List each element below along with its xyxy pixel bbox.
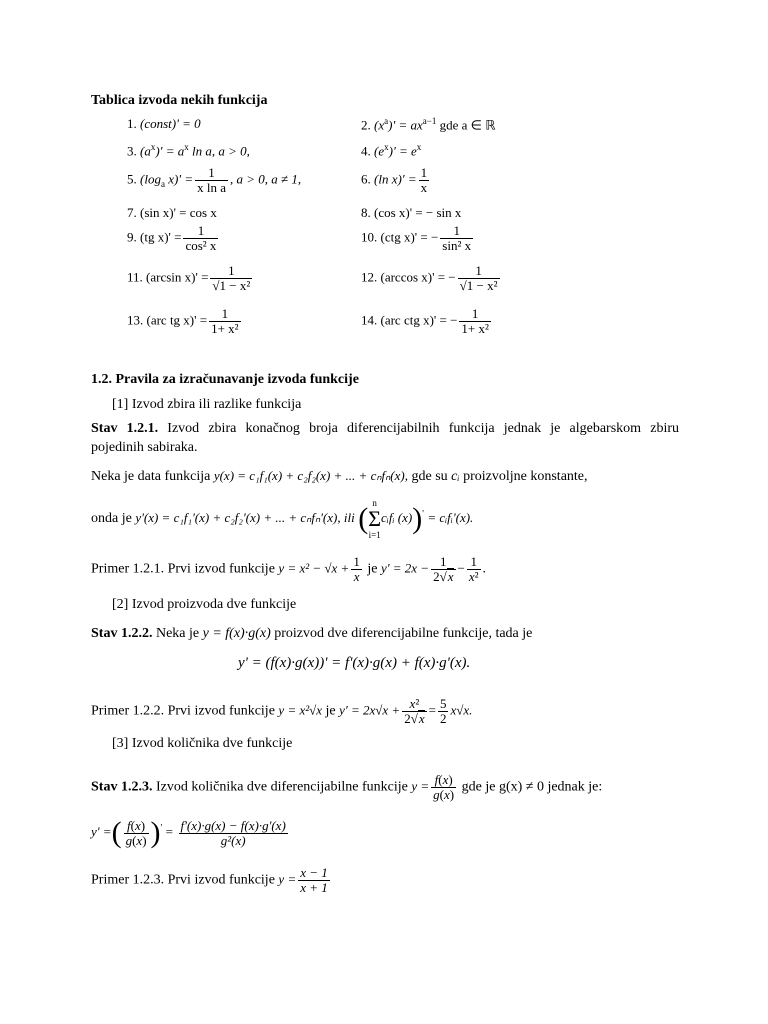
formula-1: 1. (const)' = 0 — [127, 116, 201, 131]
formula-2: 2. $(x^a)' = ax^{a-1}$ gde a ∈ ℝ — [361, 116, 496, 133]
formula-14: 14. (arc ctg x)' = − $\frac{1}{\text{1+ x²}}$ — [361, 306, 489, 336]
stav-1: Stav 1.2.1. Izvod zbira konačnog broja diferencijabilnih funkcija jednak je algebarskom zbiru — [91, 421, 679, 436]
primer-2: Primer 1.2.2. Prvi izvod funkcije y = x²√x je y' = 2x√x + $\frac{\text{x²}}{2√x}$ = $\frac{5}{2}$ x√x. — [91, 696, 473, 726]
formula-5: 5. ($\log_a$ x)' = $\frac{1}{\text{x ln a}}$ , a > 0, a ≠ 1, — [127, 165, 302, 195]
formula-7: 7. (sin x)' = cos x — [127, 205, 217, 220]
rule-2: [2] Izvod proizvoda dve funkcije — [112, 597, 297, 612]
primer-3: Primer 1.2.3. Prvi izvod funkcije y = $\frac{x - 1}{x + 1}$ — [91, 865, 328, 895]
product-rule: y' = (f(x)·g(x))' = f'(x)·g(x) + f(x)·g'(x). — [238, 655, 471, 671]
stav-3: Stav 1.2.3. Izvod količnika dve diferencijabilne funkcije y = $\frac{f(x)}{g(x)}$ gde je g(x) ≠ 0 jednak je: — [91, 772, 603, 802]
stav-1-cont: pojedinih sabiraka. — [91, 440, 198, 455]
formula-4: 4. $(e^x)' = e^x$ — [361, 142, 422, 159]
primer-1: Primer 1.2.1. Prvi izvod funkcije y = x² − √x + $\frac{1}{x}$ je y' = 2x − $\frac{1}{2√x}$ − $\frac{1}{\text{x²}}$ . — [91, 554, 487, 584]
stav-2: Stav 1.2.2. Neka je y = f(x)·g(x) proizvod dve diferencijabilne funkcije, tada je — [91, 626, 533, 641]
onda-line: onda je y'(x) = c₁f₁'(x) + c₂f₂'(x) + ... + cₙfₙ'(x), ili ( n Σ i=1cᵢfᵢ (x))' = cᵢfᵢ'(x). — [91, 498, 474, 540]
formula-11: 11. (arcsin x)' = $\frac{1}{\text{√1 − x²}}$ — [127, 263, 251, 293]
formula-9: 9. (tg x)' = $\frac{1}{\text{cos² x}}$ — [127, 223, 217, 253]
neka-line: Neka je data funkcija y(x) = c₁f₁(x) + c₂f₂(x) + ... + cₙfₙ(x), gde su cᵢ proizvoljne konstante, — [91, 468, 588, 484]
rule-1: [1] Izvod zbira ili razlike funkcija — [112, 397, 302, 412]
rule-3: [3] Izvod količnika dve funkcije — [112, 736, 293, 751]
formula-12: 12. (arccos x)' = − $\frac{1}{\text{√1 − x²}}$ — [361, 263, 498, 293]
formula-13: 13. (arc tg x)' = $\frac{1}{\text{1+ x²}}$ — [127, 306, 239, 336]
formula-8: 8. (cos x)' = − sin x — [361, 205, 462, 220]
formula-3: 3. $(a^x)' = a^x$ ln a, a > 0, — [127, 142, 250, 159]
table-title: Tablica izvoda nekih funkcija — [91, 93, 268, 108]
section-heading: 1.2. Pravila za izračunavanje izvoda funkcije — [91, 372, 359, 387]
quotient-rule: y' =( $\frac{f(x)}{g(x)}$ )' = $\frac{f'(x)\cdot g(x) - f(x)\cdot g'(x)}{\text{g²(x)}}$ — [91, 816, 286, 849]
formula-6: 6. (ln x)' = $\frac{1}{x}$ — [361, 165, 428, 195]
formula-10: 10. (ctg x)' = − $\frac{1}{\text{sin² x}}$ — [361, 223, 472, 253]
